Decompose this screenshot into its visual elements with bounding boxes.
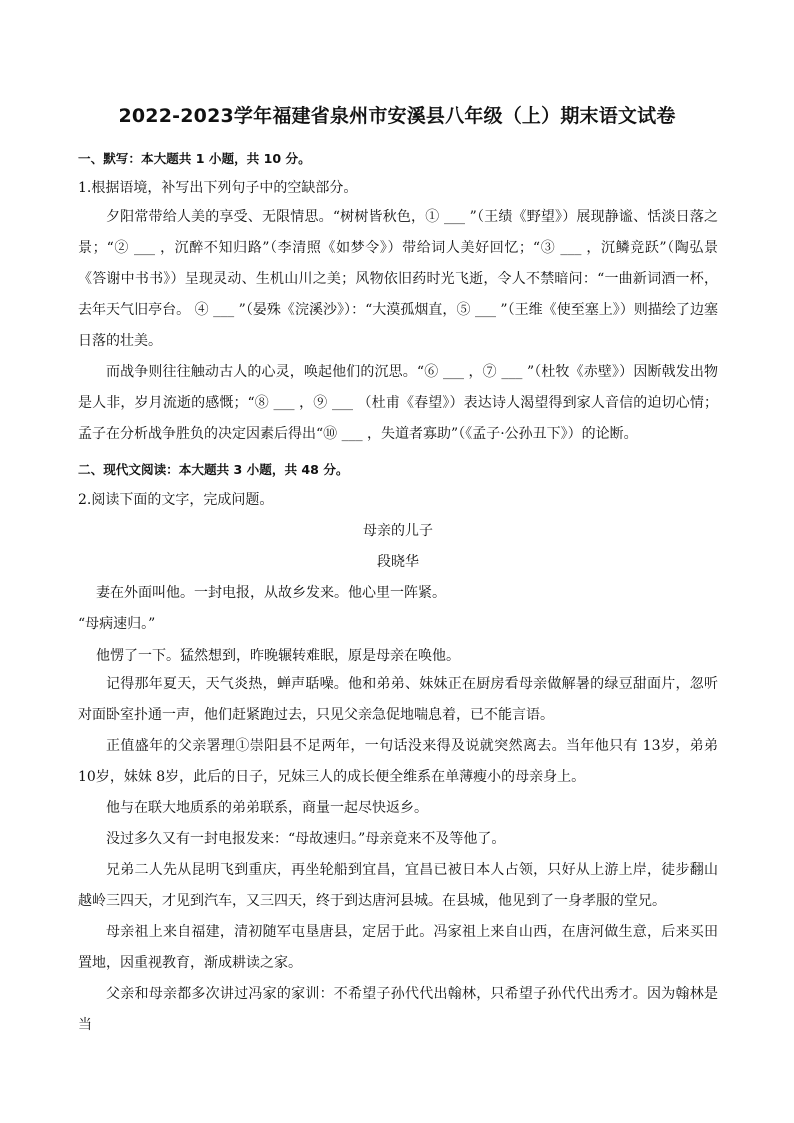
section-1-heading: 一、默写：本大题共 1 小题，共 10 分。: [78, 151, 311, 166]
article-paragraph-8: 兄弟二人先从昆明飞到重庆，再坐轮船到宜昌，宜昌已被日本人占领，只好从上游上岸，徒步翻山越岭三四天，才见到汽车，又三四天，终于到达唐河县城。在县城，他见到了一身孝服的堂兄。: [78, 862, 718, 909]
article-paragraph-3: 他愣了一下。猛然想到，昨晚辗转难眠，原是母亲在唤他。: [96, 648, 460, 664]
question-1-paragraph-1: 夕阳常带给人美的享受、无限情思。“树树皆秋色，① ___ ”（王绩《野望》）展现静谧、恬淡日落之景；“② ___ ，沉醉不知归路”（李清照《如梦令》）带给词人美好回忆；“③ ___ ，沉鳞竞跃”（陶弘景《答谢中书书》）呈现灵动、生机山川之美；风物依旧药时光飞逝，令人不禁暗问：“一曲新词酒一杯，去年天气旧亭台。 ④ ___ ”（晏殊《浣溪沙》）：“大漠孤烟直，⑤ ___ ”（王维《使至塞上》）则描绘了边塞日落的壮美。: [78, 209, 718, 349]
article-paragraph-7: 没过多久又有一封电报发来：“母故速归。”母亲竟来不及等他了。: [106, 831, 506, 847]
article-paragraph-5: 正值盛年的父亲署理①崇阳县不足两年，一句话没来得及说就突然离去。当年他只有 13岁，弟弟 10岁，妹妹 8岁，此后的日子，兄妹三人的成长便全维系在单薄瘦小的母亲身上。: [78, 738, 718, 785]
article-paragraph-6: 他与在联大地质系的弟弟联系，商量一起尽快返乡。: [106, 800, 428, 816]
article-paragraph-2: “母病速归。”: [78, 616, 156, 632]
article-title: 母亲的儿子: [363, 523, 433, 539]
article-paragraph-1: 妻在外面叫他。一封电报，从故乡发来。他心里一阵紧。: [96, 585, 446, 601]
question-1-prompt: 1.根据语境，补写出下列句子中的空缺部分。: [78, 180, 358, 196]
article-paragraph-4: 记得那年夏天，天气炎热，蝉声聒噪。他和弟弟、妹妹正在厨房看母亲做解暑的绿豆甜面片，忽听对面卧室扑通一声，他们赶紧跑过去，只见父亲急促地喘息着，已不能言语。: [78, 676, 718, 723]
question-1-paragraph-2: 而战争则往往触动古人的心灵，唤起他们的沉思。“⑥ ___ ，⑦ ___ ”（杜牧《赤壁》）因断戟发出物是人非，岁月流逝的感慨；“⑧ ___ ，⑨ ___ （杜甫《春望》）表达诗人渴望得到家人音信的迫切心情；孟子在分析战争胜负的决定因素后得出“⑩ ___ ，失道者寡助”（《孟子·公孙丑下》）的论断。: [78, 364, 718, 442]
question-2-prompt: 2.阅读下面的文字，完成问题。: [78, 492, 274, 508]
article-author: 段晓华: [377, 554, 419, 570]
article-paragraph-10: 父亲和母亲都多次讲过冯家的家训：不希望子孙代代出翰林，只希望子孙代代出秀才。因为翰林是当: [78, 986, 718, 1033]
section-2-heading: 二、现代文阅读：本大题共 3 小题，共 48 分。: [78, 462, 349, 477]
article-paragraph-9: 母亲祖上来自福建，清初随军屯垦唐县，定居于此。冯家祖上来自山西，在唐河做生意，后来买田置地，因重视教育，渐成耕读之家。: [78, 924, 718, 971]
page-title: 2022-2023学年福建省泉州市安溪县八年级（上）期末语文试卷: [118, 105, 676, 127]
